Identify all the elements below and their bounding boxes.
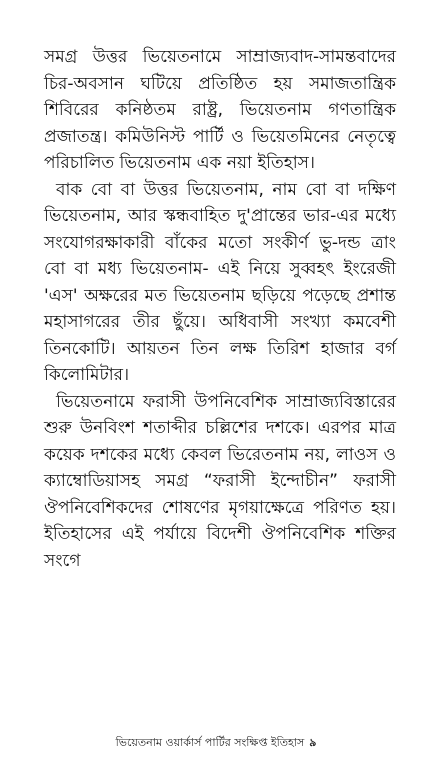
running-title: ভিয়েতনাম ওয়ার্কার্স পার্টির সংক্ষিপ্ত ইতিহাস (115, 736, 305, 749)
page-number: ৯ (309, 736, 317, 749)
paragraph-1: সমগ্র উত্তর ভিয়েতনামে সাম্রাজ্যবাদ-সামন্তবাদের চির-অবসান ঘটিয়ে প্রতিষ্ঠিত হয় সমাজতান্ত্রিক শিবিরের কনিষ্ঠতম রাষ্ট্র, ভিয়েতনাম গণতান্ত্রিক প্রজাতন্ত্র। কমিউনিস্ট পার্টি ও ভিয়েতমিনের নেতৃত্বে পরিচালিত ভিয়েতনাম এক নয়া ইতিহাস। (44, 47, 396, 173)
page-footer (0, 735, 432, 751)
paragraph-3: ভিয়েতনামে ফরাসী উপনিবেশিক সাম্রাজ্যবিস্তারের শুরু উনবিংশ শতাব্দীর চল্লিশের দশকে। এরপর মাত্র কয়েক দশকের মধ্যে কেবল ভিরেতনাম নয়, লাওস ও ক্যাম্বোডিয়াসহ সমগ্র “ফরাসী ইন্দোচীন” ফরাসী ঔপনিবেশিকদের শোষণের মৃগয়াক্ষেত্রে পরিণত হয়। ইতিহাসের এই পর্যায়ে বিদেশী ঔপনিবেশিক শক্তির সংগে (44, 391, 396, 571)
paragraph-2: বাক বো বা উত্তর ভিয়েতনাম, নাম বো বা দক্ষিণ ভিয়েতনাম, আর স্কন্ধবাহিত দু'প্রান্তের ভার-এর মধ্যে সংযোগরক্ষাকারী বাঁকের মতো সংকীর্ণ ভু-দন্ড ত্রাং বো বা মধ্য ভিয়েতনাম- এই নিয়ে সুব্বহৎ ইংরেজী 'এস' অক্ষরের মত ভিয়েতনাম ছড়িয়ে পড়েছে প্রশান্ত মহাসাগরের তীর ছুঁয়ে। অধিবাসী সংখ্যা কমবেশী তিনকোটি। আয়তন তিন লক্ষ তিরিশ হাজার বর্গ কিলোমিটার। (44, 179, 396, 385)
page-body (44, 44, 396, 574)
